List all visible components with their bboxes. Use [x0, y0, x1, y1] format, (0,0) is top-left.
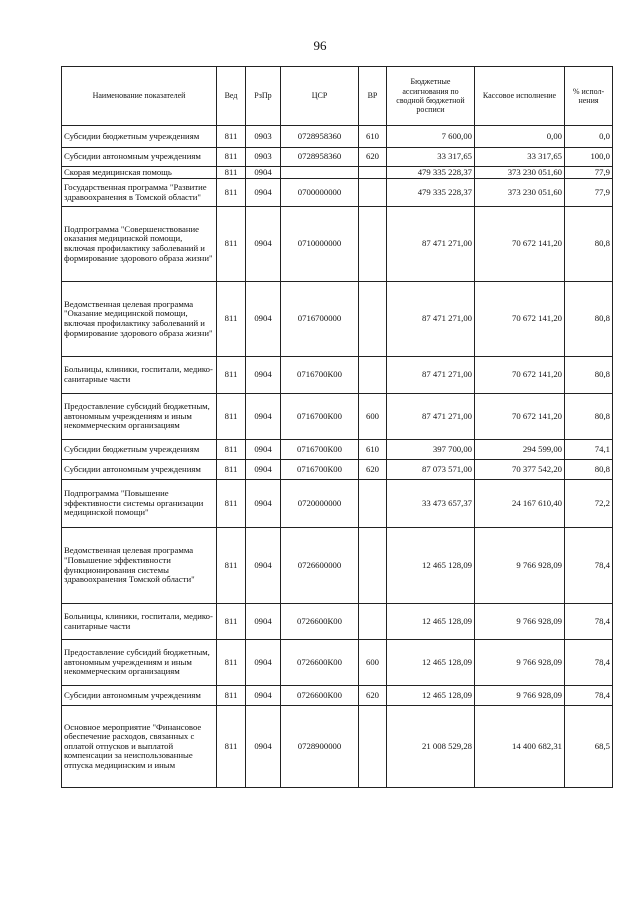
row-cash-execution: 9 766 928,09 [475, 640, 565, 686]
row-cash-execution: 0,00 [475, 126, 565, 148]
row-ved: 811 [217, 357, 246, 394]
row-vr: 610 [359, 440, 387, 460]
header-cash-execution: Кассовое исполнение [475, 67, 565, 126]
row-name: Субсидии автономным учреждениям [62, 686, 217, 706]
table-row [62, 604, 613, 640]
row-percent: 77,9 [565, 167, 613, 179]
row-rzpr: 0904 [246, 179, 281, 207]
header-assignments: Бюджетные ассигнования по сводной бюджетной росписи [387, 67, 475, 126]
row-assignment: 87 471 271,00 [387, 282, 475, 357]
row-rzpr: 0904 [246, 640, 281, 686]
table-row [62, 357, 613, 394]
row-vr [359, 167, 387, 179]
row-cash-execution: 70 377 542,20 [475, 460, 565, 480]
row-cash-execution: 70 672 141,20 [475, 207, 565, 282]
row-cash-execution: 70 672 141,20 [475, 282, 565, 357]
row-ved: 811 [217, 179, 246, 207]
row-name: Ведомственная целевая программа "Оказание медицинской помощи, включая профилактику заболеваний и формирование здорового образа жизни" [62, 282, 217, 357]
row-assignment: 87 471 271,00 [387, 394, 475, 440]
row-csr: 0716700К00 [281, 394, 359, 440]
header-rzpr: РзПр [246, 67, 281, 126]
header-csr: ЦСР [281, 67, 359, 126]
row-csr: 0716700К00 [281, 357, 359, 394]
row-assignment: 12 465 128,09 [387, 686, 475, 706]
row-vr [359, 706, 387, 788]
header-percent: % испол- нения [565, 67, 613, 126]
row-cash-execution: 70 672 141,20 [475, 357, 565, 394]
row-vr [359, 528, 387, 604]
row-cash-execution: 33 317,65 [475, 148, 565, 167]
row-name: Скорая медицинская помощь [62, 167, 217, 179]
row-name: Субсидии бюджетным учреждениям [62, 126, 217, 148]
row-cash-execution: 9 766 928,09 [475, 528, 565, 604]
table-row [62, 394, 613, 440]
row-rzpr: 0904 [246, 528, 281, 604]
row-percent: 68,5 [565, 706, 613, 788]
table-row [62, 460, 613, 480]
row-ved: 811 [217, 706, 246, 788]
table-row [62, 528, 613, 604]
table-row [62, 126, 613, 148]
row-name: Больницы, клиники, госпитали, медико-санитарные части [62, 604, 217, 640]
row-rzpr: 0903 [246, 148, 281, 167]
row-ved: 811 [217, 686, 246, 706]
row-csr: 0716700000 [281, 282, 359, 357]
row-percent: 80,8 [565, 207, 613, 282]
row-ved: 811 [217, 167, 246, 179]
row-rzpr: 0904 [246, 440, 281, 460]
row-assignment: 33 473 657,37 [387, 480, 475, 528]
row-cash-execution: 14 400 682,31 [475, 706, 565, 788]
row-vr: 610 [359, 126, 387, 148]
row-cash-execution: 373 230 051,60 [475, 167, 565, 179]
row-name: Предоставление субсидий бюджетным, автономным учреждениям и иным некоммерческим организациям [62, 394, 217, 440]
row-rzpr: 0904 [246, 706, 281, 788]
row-csr: 0726600К00 [281, 686, 359, 706]
row-name: Подпрограмма "Совершенствование оказания медицинской помощи, включая профилактику заболеваний и формирование здорового образа жизни" [62, 207, 217, 282]
row-percent: 80,8 [565, 394, 613, 440]
row-ved: 811 [217, 440, 246, 460]
row-vr: 620 [359, 460, 387, 480]
table-row [62, 148, 613, 167]
row-vr [359, 357, 387, 394]
row-name: Предоставление субсидий бюджетным, автономным учреждениям и иным некоммерческим организациям [62, 640, 217, 686]
row-cash-execution: 9 766 928,09 [475, 604, 565, 640]
row-percent: 80,8 [565, 460, 613, 480]
header-ved: Вед [217, 67, 246, 126]
row-csr: 0728900000 [281, 706, 359, 788]
table-row [62, 282, 613, 357]
table-row [62, 480, 613, 528]
row-name: Ведомственная целевая программа "Повышение эффективности функционирования системы здравоохранения Томской области" [62, 528, 217, 604]
row-assignment: 87 471 271,00 [387, 207, 475, 282]
row-csr: 0728958360 [281, 148, 359, 167]
row-name: Субсидии автономным учреждениям [62, 460, 217, 480]
row-rzpr: 0904 [246, 207, 281, 282]
row-percent: 80,8 [565, 282, 613, 357]
row-csr: 0700000000 [281, 179, 359, 207]
row-name: Субсидии автономным учреждениям [62, 148, 217, 167]
row-percent: 80,8 [565, 357, 613, 394]
row-cash-execution: 373 230 051,60 [475, 179, 565, 207]
row-percent: 74,1 [565, 440, 613, 460]
row-ved: 811 [217, 282, 246, 357]
row-ved: 811 [217, 126, 246, 148]
table-header-row [62, 67, 613, 126]
table-row [62, 686, 613, 706]
row-percent: 72,2 [565, 480, 613, 528]
row-cash-execution: 9 766 928,09 [475, 686, 565, 706]
row-ved: 811 [217, 460, 246, 480]
row-ved: 811 [217, 480, 246, 528]
row-rzpr: 0904 [246, 394, 281, 440]
row-percent: 77,9 [565, 179, 613, 207]
row-assignment: 479 335 228,37 [387, 167, 475, 179]
row-assignment: 12 465 128,09 [387, 640, 475, 686]
row-percent: 78,4 [565, 528, 613, 604]
header-vr: ВР [359, 67, 387, 126]
row-cash-execution: 24 167 610,40 [475, 480, 565, 528]
row-csr: 0716700К00 [281, 460, 359, 480]
row-percent: 0,0 [565, 126, 613, 148]
row-rzpr: 0904 [246, 167, 281, 179]
row-assignment: 479 335 228,37 [387, 179, 475, 207]
row-rzpr: 0904 [246, 460, 281, 480]
row-name: Подпрограмма "Повышение эффективности системы организации медицинской помощи" [62, 480, 217, 528]
row-ved: 811 [217, 640, 246, 686]
row-vr: 620 [359, 686, 387, 706]
row-name: Больницы, клиники, госпитали, медико-санитарные части [62, 357, 217, 394]
row-rzpr: 0904 [246, 282, 281, 357]
row-csr: 0716700К00 [281, 440, 359, 460]
row-ved: 811 [217, 528, 246, 604]
row-assignment: 12 465 128,09 [387, 604, 475, 640]
row-csr [281, 167, 359, 179]
row-ved: 811 [217, 604, 246, 640]
header-name: Наименование показателей [62, 67, 217, 126]
row-vr: 620 [359, 148, 387, 167]
row-vr: 600 [359, 394, 387, 440]
row-csr: 0728958360 [281, 126, 359, 148]
row-assignment: 33 317,65 [387, 148, 475, 167]
table-row [62, 207, 613, 282]
row-name: Государственная программа "Развитие здравоохранения в Томской области" [62, 179, 217, 207]
row-vr [359, 207, 387, 282]
table-row [62, 640, 613, 686]
table-row [62, 440, 613, 460]
row-assignment: 87 471 271,00 [387, 357, 475, 394]
row-percent: 100,0 [565, 148, 613, 167]
row-csr: 0726600000 [281, 528, 359, 604]
row-vr [359, 179, 387, 207]
row-vr: 600 [359, 640, 387, 686]
row-rzpr: 0903 [246, 126, 281, 148]
table-row [62, 706, 613, 788]
row-assignment: 21 008 529,28 [387, 706, 475, 788]
row-csr: 0726600К00 [281, 640, 359, 686]
row-vr [359, 282, 387, 357]
row-rzpr: 0904 [246, 686, 281, 706]
row-ved: 811 [217, 207, 246, 282]
row-cash-execution: 70 672 141,20 [475, 394, 565, 440]
row-assignment: 12 465 128,09 [387, 528, 475, 604]
row-percent: 78,4 [565, 640, 613, 686]
row-rzpr: 0904 [246, 357, 281, 394]
row-csr: 0710000000 [281, 207, 359, 282]
row-name: Субсидии бюджетным учреждениям [62, 440, 217, 460]
row-vr [359, 480, 387, 528]
row-vr [359, 604, 387, 640]
row-assignment: 7 600,00 [387, 126, 475, 148]
row-name: Основное мероприятие "Финансовое обеспечение расходов, связанных с оплатой отпусков и выплатой компенсации за неиспользованные отпуска медицинским и иным [62, 706, 217, 788]
page-number: 96 [313, 38, 327, 53]
row-ved: 811 [217, 148, 246, 167]
row-rzpr: 0904 [246, 480, 281, 528]
row-csr: 0726600К00 [281, 604, 359, 640]
row-cash-execution: 294 599,00 [475, 440, 565, 460]
row-percent: 78,4 [565, 604, 613, 640]
row-ved: 811 [217, 394, 246, 440]
row-percent: 78,4 [565, 686, 613, 706]
row-rzpr: 0904 [246, 604, 281, 640]
row-csr: 0720000000 [281, 480, 359, 528]
table-row [62, 179, 613, 207]
budget-table [61, 66, 613, 788]
row-assignment: 87 073 571,00 [387, 460, 475, 480]
row-assignment: 397 700,00 [387, 440, 475, 460]
table-row [62, 167, 613, 179]
